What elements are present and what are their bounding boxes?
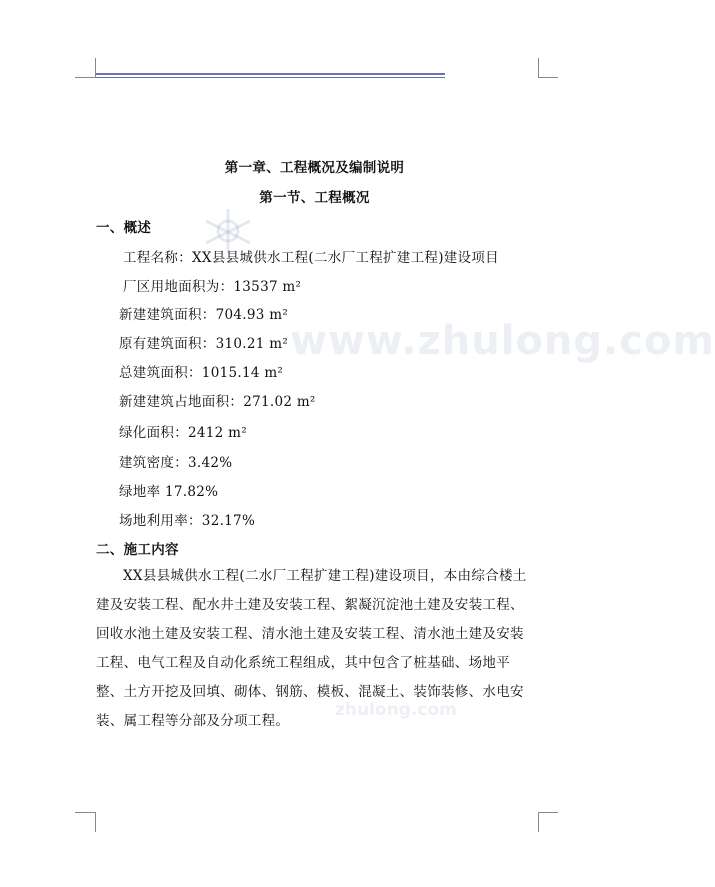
crop-mark-bottom-left-v (95, 812, 96, 832)
crop-mark-top-right-h (538, 77, 558, 78)
chapter-title: 第一章、工程概况及编制说明 (224, 160, 405, 176)
watermark-text: www.zhulong.com (290, 318, 715, 364)
header-rule (95, 73, 445, 78)
crop-mark-top-left-h (75, 77, 95, 78)
crop-mark-top-right-v (538, 58, 539, 78)
overview-line-site-area: 厂区用地面积为：13537 m² (123, 279, 302, 295)
overview-line-existing-building-area: 原有建筑面积：310.21 m² (119, 336, 289, 352)
watermark-text-small: zhulong.com (335, 700, 457, 720)
overview-line-green-ratio: 绿地率 17.82% (119, 484, 219, 500)
overview-line-green-area: 绿化面积：2412 m² (119, 425, 247, 441)
construction-content-paragraph: XX县县城供水工程(二水厂工程扩建工程)建设项目，本由综合楼土建及安装工程、配水井土建及安装工程、絮凝沉淀池土建及安装工程、回收水池土建及安装工程、清水池土建及安装工程、清水池土建及安装工程、电气工程及自动化系统工程组成，其中包含了桩基础、场地平整、土方开挖及回填、砌体、钢筋、模板、混凝土、装饰装修、水电安装、属工程等分部及分项工程。 (96, 568, 527, 729)
crop-mark-bottom-right-h (538, 812, 558, 813)
section-title: 第一节、工程概况 (259, 190, 370, 206)
overview-line-project-name: 工程名称：XX县县城供水工程(二水厂工程扩建工程)建设项目 (123, 250, 499, 266)
crop-mark-bottom-left-h (75, 812, 95, 813)
overview-line-building-density: 建筑密度：3.42% (119, 455, 233, 471)
overview-line-site-utilization: 场地利用率：32.17% (119, 513, 256, 529)
overview-line-total-building-area: 总建筑面积：1015.14 m² (119, 365, 284, 381)
overview-line-footprint-area: 新建建筑占地面积：271.02 m² (119, 394, 316, 410)
crop-mark-top-left-v (95, 58, 96, 78)
heading-construction-content: 二、施工内容 (96, 542, 179, 558)
overview-line-new-building-area: 新建建筑面积：704.93 m² (119, 307, 289, 323)
heading-overview: 一、概述 (96, 220, 152, 236)
crop-mark-bottom-right-v (538, 812, 539, 832)
